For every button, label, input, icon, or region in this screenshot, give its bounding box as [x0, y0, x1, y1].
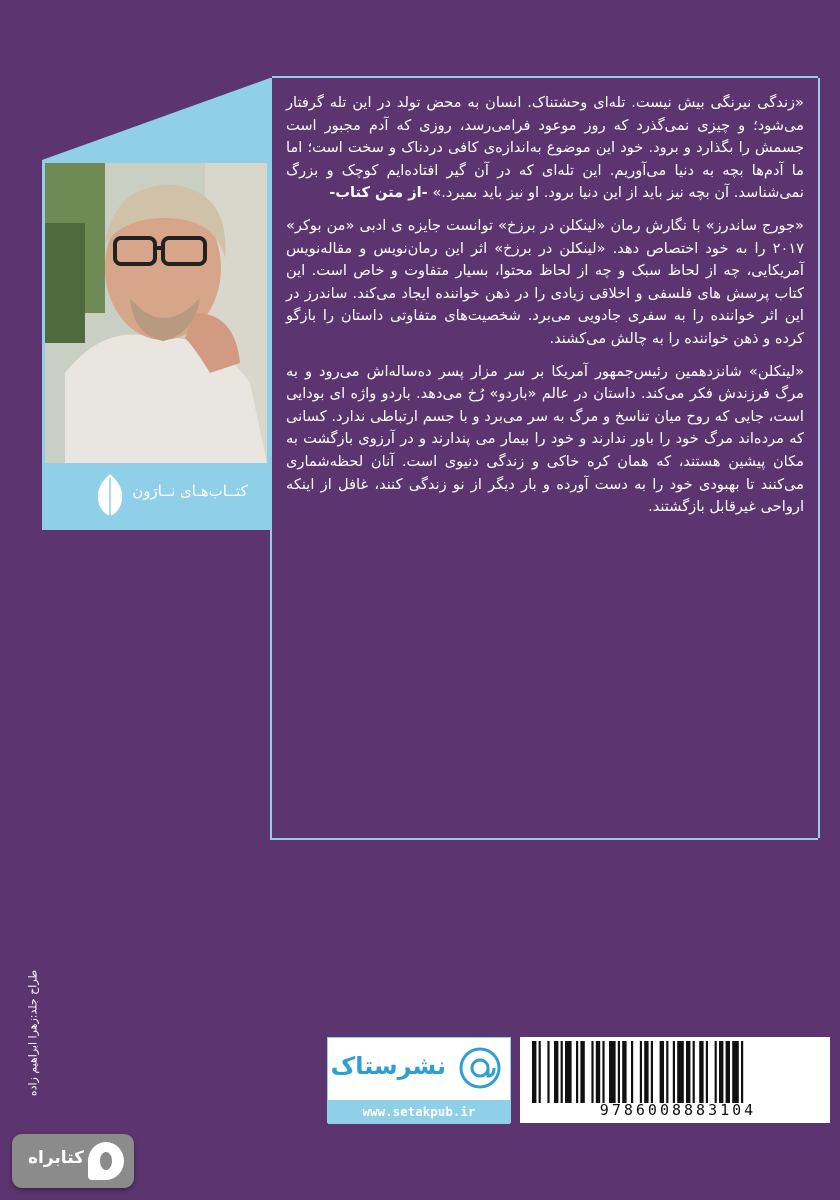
blurb-paragraph-1: «زندگی نیرنگی بیش نیست. تله‌ای وحشتناک. انسان به محض تولد در این تله گرفتار می‌شود؛ و چیزی نمی‌گذرد که روز موعود فرامی‌رسد، روزی که آدم مجبور است جسمش را بگذارد و برود. خود این موضوع به‌اندازه‌ی کافی دردناک و سخت است؛ اما ما آدم‌ها بچه به دنیا می‌آوریم. این تله‌ای که در آن گیر افتاده‌ایم کوچک و بزرگ نمی‌شناسد. آن بچه نیز باید از این دنیا برود. او نیز باید بمیرد.» [286, 94, 804, 202]
barcode-bar [741, 1041, 743, 1103]
barcode-bar [651, 1041, 653, 1103]
blurb-text [286, 92, 804, 529]
barcode-bar [693, 1041, 695, 1103]
barcode-bar [591, 1041, 593, 1103]
barcode-bar [631, 1041, 633, 1103]
frame-top-border [272, 76, 818, 78]
barcode-bar [715, 1041, 717, 1103]
barcode-bar [580, 1041, 584, 1103]
author-photo [45, 163, 267, 463]
barcode-bar [706, 1041, 708, 1103]
barcode-bar [532, 1041, 536, 1103]
barcode-bar [602, 1041, 604, 1103]
barcode-bar [660, 1041, 664, 1103]
blurb-paragraph-3: «لینکلن» شانزدهمین رئیس‌جمهور آمریکا بر سر مزار پسر ده‌ساله‌اش می‌رود و به مرگ فرزندش فکر می‌کند. داستان در عالم «باردو» رُخ می‌دهد. باردو واژه ای بودایی است، جایی که روح میان تناسخ و مرگ به سر می‌برد و با جسم ارتباطی ندارد. کسانی که مرده‌اند مرگ خود را باور ندارند و خود را بیمار می پندارند و در آرزوی بازگشت به مکان پیشین هستند، که همان کره خاکی و زندگی دنیوی است. آنان لحظه‌شماری می‌کنند تا بهبودی خود را به دست آورده و بار دیگر از نو زندگی کنند، غافل از اینکه ارواحی غیرقابل بازگشتند. [286, 362, 804, 516]
barcode-bar [644, 1041, 648, 1103]
barcode-bar [640, 1041, 642, 1103]
barcode-bar [547, 1041, 549, 1103]
author-photo-panel [42, 160, 270, 530]
watermark-text: کتابراه [27, 1148, 85, 1168]
series-label: کتــاب‌هـای نــارَون [132, 482, 248, 500]
barcode-bar [576, 1041, 578, 1103]
series-branding [42, 460, 270, 530]
isbn-barcode [520, 1037, 830, 1123]
ketabrah-watermark [12, 1134, 134, 1188]
quote-source: -از متن کتاب- [329, 184, 428, 202]
blurb-paragraph-2: «جورج ساندرز» با نگارش رمان «لینکلن در برزخ» توانست جایزه ی ادبی «من بوکر» ۲۰۱۷ را به خود اختصاص دهد. «لینکلن در برزخ» اثر این رمان‌نویس و مقاله‌نویس آمریکایی، چه از لحاظ سبک و چه از لحاظ محتوا، بسیار متفاوت و خاص است. این کتاب پرسش های فلسفی و اخلاقی زیادی را در ذهن خواننده ایجاد می‌کند. ساندرز در این اثر خواننده را به سفری جادویی می‌برد. شخصیت‌های متفاوتی داستان را بازگو کرده و ذهن خواننده را به چالش می‌کشند. [286, 216, 804, 347]
barcode-bar [539, 1041, 541, 1103]
barcode-bar [732, 1041, 739, 1103]
barcode-bars [532, 1041, 832, 1103]
cover-designer-credit [24, 945, 42, 1120]
barcode-bar [726, 1041, 730, 1103]
frame-right-border [818, 78, 820, 838]
ketabrah-logo-icon [88, 1142, 124, 1180]
barcode-bar [565, 1041, 572, 1103]
barcode-bar [699, 1041, 703, 1103]
publisher-url[interactable]: www.setakpub.ir [328, 1100, 510, 1124]
credit-text: طراح جلد:زهرا ابراهیم زاده [26, 969, 40, 1096]
barcode-bar [673, 1041, 675, 1103]
barcode-bar [677, 1041, 684, 1103]
barcode-bar [622, 1041, 626, 1103]
blurb-quote [286, 92, 804, 205]
barcode-bar [554, 1041, 558, 1103]
panel-corner-triangle [42, 78, 270, 160]
publisher-box [327, 1037, 511, 1123]
barcode-bar [561, 1041, 563, 1103]
barcode-bar [609, 1041, 616, 1103]
barcode-bar [719, 1041, 723, 1103]
barcode-bar [686, 1041, 690, 1103]
publisher-header [328, 1038, 510, 1098]
publisher-name: نشرستاک [330, 1052, 446, 1080]
barcode-bar [596, 1041, 600, 1103]
barcode-bar [618, 1041, 620, 1103]
barcode-bar [666, 1041, 668, 1103]
blurb-frame [270, 78, 818, 840]
publisher-logo-icon [458, 1046, 502, 1090]
isbn-number: 9786008883104 [599, 1101, 757, 1119]
